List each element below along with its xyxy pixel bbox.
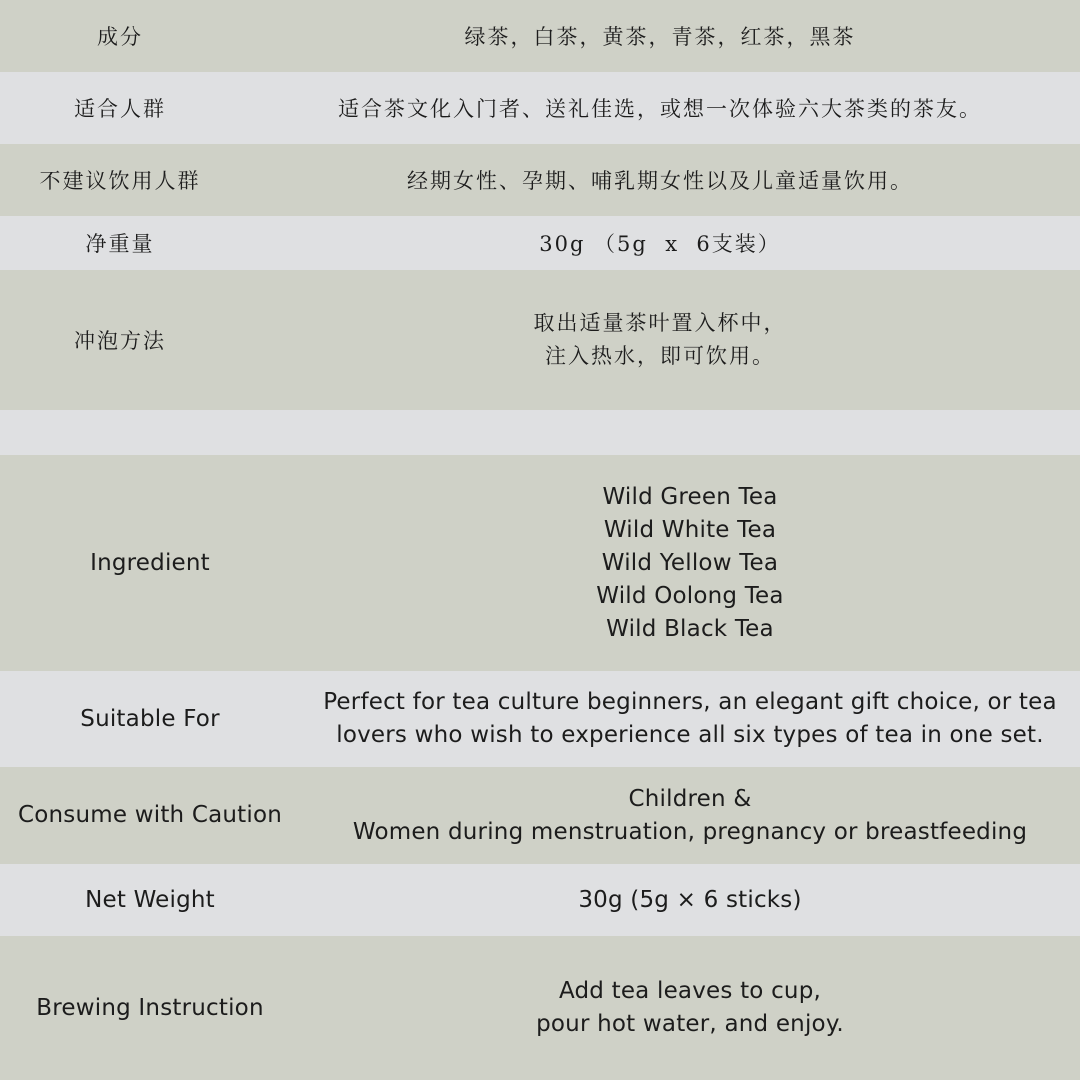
brewing-line-en: pour hot water, and enjoy. (536, 1011, 844, 1037)
value-suitable-cn: 适合茶文化入门者、送礼佳选，或想一次体验六大茶类的茶友。 (338, 97, 982, 121)
ingredient-item: Wild Yellow Tea (601, 549, 779, 576)
label-caution-cn: 不建议饮用人群 (39, 169, 201, 193)
chinese-info-table (0, 0, 1080, 410)
row-ingredient-en (0, 455, 1080, 671)
caution-lines-en (353, 783, 1027, 849)
value-caution-cn: 经期女性、孕期、哺乳期女性以及儿童适量饮用。 (407, 169, 913, 193)
ingredient-item: Wild White Tea (603, 516, 777, 543)
ingredient-item: Wild Green Tea (602, 483, 778, 510)
value-net-weight-cn: 30g （5g x 6支装） (539, 232, 781, 256)
label-ingredient-en: Ingredient (90, 549, 210, 576)
row-brewing-en (0, 936, 1080, 1080)
brewing-line-cn: 取出适量茶叶置入杯中， (533, 311, 787, 335)
row-caution-cn (0, 144, 1080, 216)
label-brewing-cn: 冲泡方法 (74, 329, 166, 353)
label-suitable-cn: 适合人群 (74, 97, 166, 121)
brewing-line-en: Add tea leaves to cup, (558, 978, 822, 1004)
row-net-weight-en (0, 864, 1080, 936)
brewing-lines-cn (534, 307, 787, 373)
suitable-lines-en (323, 686, 1057, 752)
row-net-weight-cn (0, 216, 1080, 270)
value-ingredients-cn: 绿茶，白茶，黄茶，青茶，红茶，黑茶 (464, 25, 856, 49)
suitable-line-en: lovers who wish to experience all six types of tea in one set. (336, 722, 1044, 748)
ingredient-list (596, 481, 783, 646)
row-suitable-en (0, 671, 1080, 767)
row-suitable-cn (0, 72, 1080, 144)
ingredient-item: Wild Black Tea (606, 615, 774, 642)
section-divider (0, 410, 1080, 455)
caution-line-en: Children & (628, 785, 752, 812)
ingredient-item: Wild Oolong Tea (596, 582, 784, 609)
caution-line-en: Women during menstruation, pregnancy or breastfeeding (352, 818, 1028, 845)
label-net-weight-en: Net Weight (85, 886, 215, 913)
row-brewing-cn (0, 270, 1080, 410)
label-brewing-en: Brewing Instruction (36, 994, 264, 1021)
row-caution-en (0, 767, 1080, 864)
label-caution-en: Consume with Caution (17, 802, 283, 828)
label-suitable-en: Suitable For (80, 705, 220, 732)
brewing-line-cn: 注入热水，即可饮用。 (545, 344, 775, 368)
value-net-weight-en: 30g (5g × 6 sticks) (578, 886, 802, 913)
label-ingredients-cn: 成分 (97, 25, 143, 49)
suitable-line-en: Perfect for tea culture beginners, an elegant gift choice, or tea (323, 689, 1057, 715)
label-net-weight-cn: 净重量 (85, 232, 155, 256)
english-info-table (0, 455, 1080, 1080)
brewing-lines-en (536, 975, 844, 1041)
row-ingredients-cn (0, 0, 1080, 72)
